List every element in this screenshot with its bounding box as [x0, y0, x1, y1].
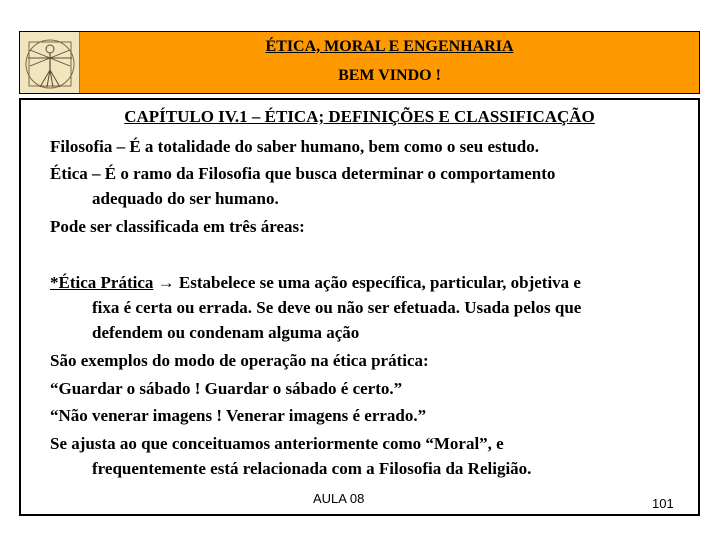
page-number: 101 — [652, 496, 674, 511]
title-banner — [19, 31, 700, 94]
text-line: defendem ou condenam alguma ação — [92, 323, 360, 342]
presentation-title: ÉTICA, MORAL E ENGENHARIA — [265, 38, 514, 55]
vitruvian-man-icon — [20, 32, 80, 93]
text-line: adequado do ser humano. — [92, 189, 279, 208]
text-line: Se ajusta ao que conceituamos anteriormente como “Moral”, e — [50, 434, 504, 453]
welcome-subtitle: BEM VINDO ! — [338, 67, 441, 84]
text-line: São exemplos do modo de operação na ética prática: — [50, 351, 429, 370]
ethics-practical-definition: → Estabelece se uma ação específica, particular, objetiva e — [153, 273, 581, 292]
lesson-label: AULA 08 — [313, 491, 365, 506]
text-line: Filosofia – É a totalidade do saber humano, bem como o seu estudo. — [50, 137, 539, 156]
text-line: fixa é certa ou errada. Se deve ou não ser efetuada. Usada pelos que — [92, 298, 582, 317]
ethics-practical-term: *Ética Prática — [50, 273, 154, 292]
text-line — [50, 273, 581, 293]
text-line: Ética – É o ramo da Filosofia que busca determinar o comportamento — [50, 164, 556, 183]
text-line: “Não venerar imagens ! Venerar imagens é errado.” — [50, 406, 427, 425]
text-line: “Guardar o sábado ! Guardar o sábado é certo.” — [50, 379, 403, 398]
text-line: frequentemente está relacionada com a Filosofia da Religião. — [92, 459, 532, 478]
chapter-title: CAPÍTULO IV.1 – ÉTICA; DEFINIÇÕES E CLASSIFICAÇÃO — [124, 107, 595, 126]
text-line: Pode ser classificada em três áreas: — [50, 217, 305, 236]
